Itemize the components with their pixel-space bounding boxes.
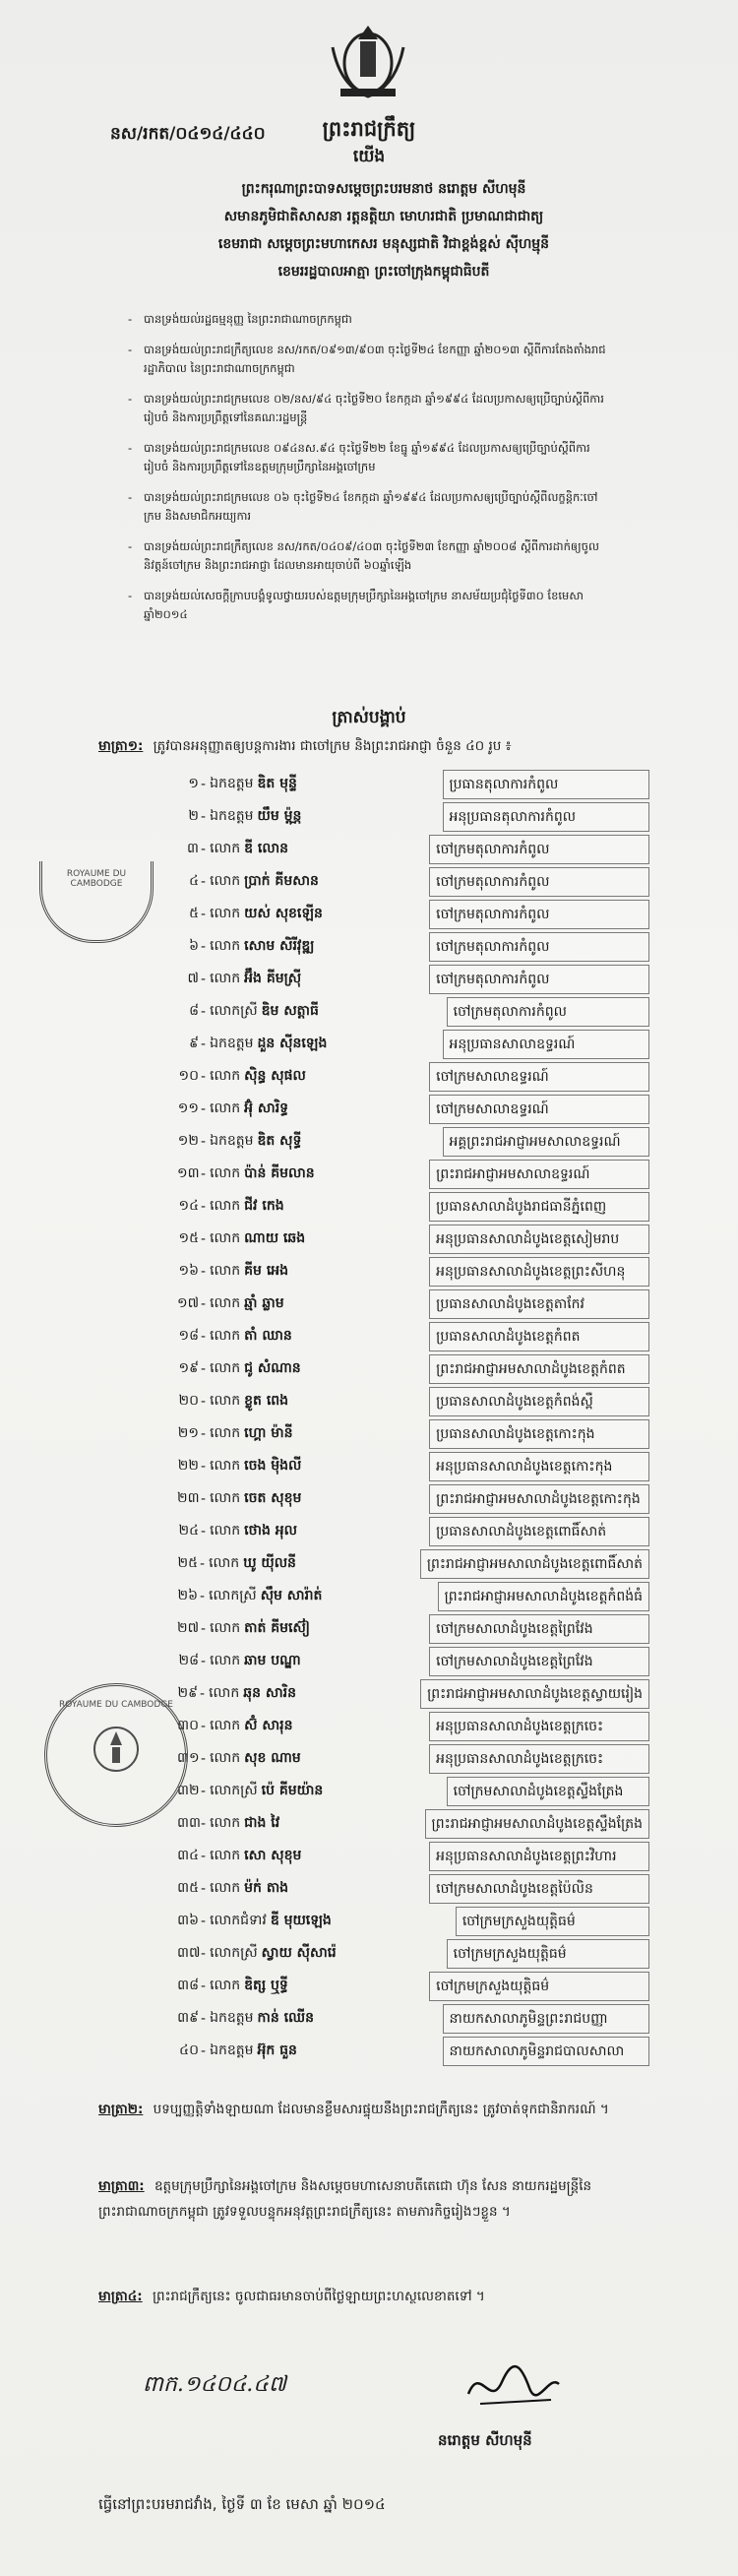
appointee-position: ចៅក្រមសាលាឧទ្ធរណ៍ [429,1095,649,1124]
appointee-title: លោកស្រី [210,1783,258,1798]
appointee-row [177,1807,649,1840]
appointee-row [177,1060,649,1093]
appointee-title: លោកស្រី [210,1945,258,1961]
appointee-name: ជីវ កេង [244,1198,284,1214]
row-separator: - [201,971,207,987]
appointee-title: លោកជំទាវ [210,1913,267,1928]
consideration-item: - បានទ្រង់យល់សេចក្តីក្រាបបង្គំទូលថ្វាយរបស់ឧត្តមក្រុមប្រឹក្សានៃអង្គចៅក្រម នាសម័យប្រជុំថ្ងៃទី៣០ ខែមេសា ឆ្នាំ២០១៤ [128,587,610,624]
appointee-position: ព្រះរាជអាជ្ញាអមសាលាឧទ្ធរណ៍ [429,1160,649,1189]
appointee-number: ៣០ [177,1718,199,1733]
appointee-title: លោក [210,971,241,986]
appointee-number: ២២ [177,1458,199,1474]
appointee-number: ២៣ [177,1490,200,1506]
appointee-name: តាំ ឈាន [244,1328,292,1344]
appointee-title: លោក [210,1393,241,1409]
row-separator: - [201,1230,207,1247]
appointee-title: ឯកឧត្តម [210,776,254,791]
appointee-position: អនុប្រធានសាលាដំបូងខេត្តព្រះវិហារ [429,1842,649,1871]
appointee-name: ប៉េ គីមយ៉ាន [261,1783,324,1798]
appointee-title: លោក [210,1100,241,1116]
appointee-row [177,1515,649,1547]
appointee-title: លោក [210,1425,241,1441]
preamble-line: ខេមររដ្ឋបាលអាត្មា ព្រះចៅក្រុងកម្ពុជាធិបតី [277,264,490,280]
appointee-row [177,1450,649,1482]
appointee-title: ឯកឧត្តម [210,2042,254,2058]
row-separator: - [201,1295,207,1312]
appointee-title: លោក [210,1815,241,1831]
appointee-number: ៣១ [177,1750,200,1766]
appointee-position: ប្រធានសាលាដំបូងខេត្តកំពត [429,1322,649,1351]
appointee-position: ចៅក្រមសាលាឧទ្ធរណ៍ [429,1062,649,1092]
appointee-name: ស្វាយ ស៊ីសារ៉េ [261,1945,337,1961]
appointee-name: គីម អេង [244,1263,289,1279]
royal-signature [461,2355,569,2416]
appointee-row [177,898,649,930]
appointee-row [177,1417,649,1450]
appointee-name: ឆ្មាំ ឆ្លាម [244,1295,284,1311]
appointee-name: ខ្លូត ពេង [244,1393,289,1409]
appointee-number: ២ [188,808,199,824]
appointee-position: ប្រធានសាលាដំបូងរាជធានីភ្នំពេញ [429,1192,649,1222]
decree-subtitle: យើង [352,147,386,166]
official-stamp [44,1683,188,1827]
appointee-number: ៣៦ [177,1913,199,1928]
stamp-text: ROYAUME DU CAMBODGE [66,869,127,889]
appointee-number: ៣៣ [177,1815,201,1831]
appointee-name: តាត់ គីមស៊ៀ [244,1620,310,1636]
consideration-item: - បានទ្រង់យល់រដ្ឋធម្មនុញ្ញ នៃព្រះរាជាណាចក្រកម្ពុជា [128,310,610,329]
row-separator: - [201,1458,207,1475]
appointee-number: ១២ [177,1133,199,1149]
appointee-position: ចៅក្រមក្រសួងយុត្តិធម៌ [456,1907,649,1936]
appointee-row [177,1677,649,1710]
appointee-title: លោក [210,938,241,954]
article-text: ព្រះរាជក្រឹត្យនេះ ចូលជាធរមានចាប់ពីថ្ងៃឡាយព្រះហស្ថលេខាតទៅ ។ [152,2289,485,2304]
appointee-name: ជូ សំណាន [244,1360,301,1376]
appointee-number: ២៤ [178,1523,199,1539]
appointee-position: ប្រធានសាលាដំបូងខេត្តកំពង់ស្ពឺ [429,1387,649,1416]
appointee-row [177,865,649,898]
signatory-name: នរោត្តម សីហមុនី [438,2431,532,2449]
appointee-number: ១៨ [178,1328,199,1344]
appointee-position: ព្រះរាជអាជ្ញាអមសាលាដំបូងខេត្តស្ទឹងត្រែង [425,1809,649,1839]
appointee-position: អនុប្រធានសាលាដំបូងខេត្តសៀមរាប [429,1225,649,1254]
appointee-number: ៣៥ [177,1880,199,1896]
row-separator: - [200,1555,206,1572]
row-separator: - [201,1198,207,1215]
appointee-row [177,1840,649,1872]
appointee-number: ២១ [177,1425,199,1441]
appointee-title: លោក [210,1198,241,1214]
appointee-number: ៣៩ [177,2010,199,2026]
row-separator: - [201,808,207,825]
article-3 [98,2173,659,2225]
appointee-title: លោក [210,1490,241,1506]
article-label: មាត្រា៤: [98,2289,143,2304]
appointee-row [177,1872,649,1905]
appointee-row [177,1125,649,1158]
article-4 [98,2284,659,2309]
appointee-row [177,1028,649,1060]
appointee-number: ៤០ [179,2042,199,2058]
appointee-name: ឌី មុយឡេង [270,1913,332,1928]
row-separator: - [201,1653,207,1669]
appointee-name: ឌិម សត្តាធី [261,1003,319,1019]
article-2 [98,2097,659,2122]
row-separator: - [201,776,207,792]
consideration-item: - បានទ្រង់យល់ព្រះរាជក្រមលេខ ០៦ ចុះថ្ងៃទី២៤ ខែកក្កដា ឆ្នាំ១៩៩៤ ដែលប្រកាសឲ្យប្រើច្បាប់ស្តីពីលក្ខន្តិកៈចៅក្រម និងសមាជិកអយ្យការ [128,488,610,526]
appointee-name: សុខ ណាម [244,1750,301,1766]
appointee-number: ១៩ [178,1360,199,1376]
appointee-name: ឆាម បណ្ឌា [244,1653,301,1668]
appointee-title: ឯកឧត្តម [210,808,254,824]
row-separator: - [201,1133,207,1150]
row-separator: - [201,1036,207,1052]
row-separator: - [201,906,207,922]
appointee-position: នាយកសាលាភូមិន្ទរាជបាលសាលា [443,2037,650,2066]
appointee-row [177,1352,649,1385]
preamble-line: សមានភូមិជាតិសាសនា រត្តនត្តិយា មោហរជាតិ ប្រមាណជាជាត្យ [223,209,544,224]
appointee-row [177,1190,649,1223]
appointee-position: ចៅក្រមក្រសួងយុត្តិធម៌ [429,1972,649,2001]
appointee-position: ចៅក្រមតុលាការកំពូល [429,867,649,897]
appointee-position: ព្រះរាជអាជ្ញាអមសាលាដំបូងខេត្តស្វាយរៀង [420,1679,649,1709]
article-1 [98,733,659,759]
appointee-name: ចេត សុខុម [244,1490,302,1506]
appointee-row [177,2002,649,2035]
appointee-row [177,1645,649,1677]
appointee-title: លោក [210,1458,241,1474]
appointee-number: ៦ [189,938,199,954]
row-separator: - [201,1848,207,1864]
appointee-number: ៣៨ [177,1978,199,1993]
appointee-number: ១៦ [178,1263,199,1279]
preamble-line: ខេមរាជា សម្តេចព្រះមហាកេសរ មនុស្សជាតិ វិជាខ្ពង់ខ្ពស់ ស៊ីហម្មុនី [217,236,550,252]
appointee-position: ព្រះរាជអាជ្ញាអមសាលាដំបូងខេត្តពោធិ៍សាត់ [420,1549,649,1579]
appointee-number: ១៥ [178,1230,199,1246]
row-separator: - [201,1523,207,1539]
appointee-name: អ៊ុក ធួន [257,2042,297,2058]
appointee-position: ប្រធានសាលាដំបូងខេត្តពោធិ៍សាត់ [429,1517,649,1546]
appointee-row [177,800,649,833]
appointee-title: លោក [210,1523,241,1539]
row-separator: - [201,1815,207,1832]
appointee-title: ឯកឧត្តម [210,1133,254,1149]
appointee-name: ប៉ាន់ គីមលាន [244,1165,315,1181]
row-separator: - [201,1100,207,1117]
row-separator: - [201,2010,207,2027]
row-separator: - [201,1003,207,1020]
appointee-title: លោក [210,1718,241,1733]
appointee-row [177,1255,649,1288]
appointee-name: អ៊ុំ សារិទ្ធ [244,1100,289,1116]
appointee-title: ឯកឧត្តម [210,2010,254,2026]
appointee-title: លោក [210,1263,241,1279]
preamble [148,175,620,285]
row-separator: - [201,873,207,890]
stamp-text: ROYAUME DU CAMBODGE [59,1700,173,1710]
appointee-title: លោក [210,1750,241,1766]
appointee-row [177,1385,649,1417]
appointee-number: ១១ [177,1100,199,1116]
article-text: បទប្បញ្ញត្តិទាំងឡាយណា ដែលមានខ្លឹមសារផ្ទុយនឹងព្រះរាជក្រឹត្យនេះ ត្រូវចាត់ទុកជានិរាករណ៍ ។ [153,2102,609,2117]
appointee-row [177,1612,649,1645]
appointee-row [177,1223,649,1255]
appointee-number: ៩ [189,1036,199,1051]
appointee-name: ចេង ម៉ិងលី [244,1458,302,1474]
appointee-title: លោកស្រី [210,1003,258,1019]
appointee-number: ៣៤ [177,1848,199,1863]
article-text: ត្រូវបានអនុញ្ញាតឲ្យបន្តការងារ ជាចៅក្រម និងព្រះរាជអាជ្ញា ចំនួន ៤០ រូប ៖ [153,738,512,754]
appointee-number: ៧ [187,971,199,986]
row-separator: - [201,1393,207,1410]
appointee-name: ឆុន សារិន [243,1685,296,1701]
appointee-title: លោក [210,873,241,889]
row-separator: - [201,1750,207,1767]
appointee-name: ឌិត សុទ្ធី [257,1133,302,1149]
appointee-number: ២៦ [177,1588,199,1603]
consideration-item: - បានទ្រង់យល់ព្រះរាជក្រមលេខ ០២/នស/៩៤ ចុះថ្ងៃទី២០ ខែកក្កដា ឆ្នាំ១៩៩៤ ដែលប្រកាសឲ្យប្រើច្បាប់ស្តីពីការរៀបចំ និងការប្រព្រឹត្តទៅនៃគណៈរដ្ឋមន្ត្រី [128,390,610,427]
appointee-name: ឌី លោន [244,841,289,856]
appointee-position: អនុប្រធានសាលាដំបូងខេត្តព្រះសីហនុ [429,1257,649,1287]
appointee-position: ប្រធានសាលាដំបូងខេត្តតាកែវ [429,1289,649,1319]
row-separator: - [200,1588,206,1604]
appointee-row [177,1093,649,1125]
appointee-position: នាយកសាលាភូមិន្ទព្រះរាជបញ្ញា [443,2004,650,2034]
appointee-position: ចៅក្រមតុលាការកំពូល [429,932,649,962]
row-separator: - [201,1490,207,1507]
official-stamp [39,861,154,943]
appointee-position: ចៅក្រមតុលាការកំពូល [429,965,649,994]
appointee-name: យឹម ម៉ុន្ណ [257,808,302,824]
appointee-title: ឯកឧត្តម [210,1036,254,1051]
appointee-row [177,1547,649,1580]
appointee-name: ស៊ិន្ធ សុផល [244,1068,306,1084]
appointee-position: អនុប្រធានសាលាឧទ្ធរណ៍ [443,1030,650,1059]
appointee-position: ចៅក្រមសាលាដំបូងខេត្តស្ទឹងត្រែង [447,1777,649,1806]
consideration-item: - បានទ្រង់យល់ព្រះរាជក្រមលេខ ០៩៤នស.៩៤ ចុះថ្ងៃទី២២ ខែធ្នូ ឆ្នាំ១៩៩៤ ដែលប្រកាសឲ្យប្រើច្បាប់ស្តីពីការរៀបចំ និងការប្រព្រឹត្តទៅនៃឧត្តមក្រុមប្រឹក្សានៃអង្គចៅក្រម [128,439,610,476]
appointee-position: ប្រធានសាលាដំបូងខេត្តកោះកុង [429,1419,649,1449]
appointee-row [177,1288,649,1320]
appointee-row [177,1742,649,1775]
article-label: មាត្រា១: [98,738,144,754]
appointee-number: ១៤ [178,1198,199,1214]
appointee-name: សោ សុខុម [244,1848,302,1863]
appointee-position: អគ្គព្រះរាជអាជ្ញាអមសាលាឧទ្ធរណ៍ [443,1127,650,1157]
appointee-name: ដួន ស៊ីនឡេង [257,1036,328,1051]
appointee-name: ហ្គោ ម៉ានី [244,1425,293,1441]
appointee-name: សោម សិរីវុឌ្ឍ [244,938,315,954]
appointee-row [177,1970,649,2002]
appointee-number: ១៧ [177,1295,200,1311]
appointee-name: ឌិត មុន្ទី [257,776,297,791]
appointee-title: លោក [210,906,241,921]
appointee-title: លោក [209,1555,240,1571]
appointee-position: ព្រះរាជអាជ្ញាអមសាលាដំបូងខេត្តកំពង់ធំ [438,1582,649,1611]
row-separator: - [201,1945,207,1962]
appointee-position: ប្រធានតុលាការកំពូល [443,770,650,799]
appointee-number: ២៥ [177,1555,199,1571]
appointee-title: លោក [210,1360,241,1376]
appointee-number: ៤ [189,873,199,889]
appointee-number: ២៩ [177,1685,199,1701]
row-separator: - [201,1978,207,1994]
appointee-number: ៣ [187,841,199,856]
decree-heading: ត្រាស់បង្គាប់ [332,708,406,727]
appointee-position: ចៅក្រមសាលាដំបូងខេត្តព្រៃវែង [429,1647,649,1676]
appointee-position: ចៅក្រមតុលាការកំពូល [447,997,649,1027]
appointee-row [177,995,649,1028]
row-separator: - [201,938,207,955]
appointee-number: ២៨ [178,1653,199,1668]
appointee-name: ឃូ យ៉ីលនី [243,1555,296,1571]
appointee-name: ជាង វៃ [244,1815,280,1831]
row-separator: - [201,841,207,857]
row-separator: - [201,1880,207,1897]
appointee-name: អ៊ឹង គីមស្រ៊ី [244,971,302,986]
appointee-name: ណាយ ឆេង [244,1230,306,1246]
appointee-name: កាន់ ឈើន [257,2010,315,2026]
row-separator: - [201,1425,207,1442]
appointee-row [177,1905,649,1937]
row-separator: - [201,1263,207,1280]
appointee-title: លោក [210,841,241,856]
appointee-title: លោកស្រី [209,1588,257,1603]
appointee-position: ចៅក្រមតុលាការកំពូល [429,835,649,864]
appointee-title: លោក [210,1165,241,1181]
appointee-title: លោក [210,1230,241,1246]
article-label: មាត្រា៣: [98,2178,145,2194]
appointee-number: ២៧ [177,1620,200,1636]
appointee-title: លោក [209,1685,240,1701]
appointee-title: លោក [210,1295,241,1311]
appointee-row [177,1482,649,1515]
appointee-title: លោក [210,1848,241,1863]
appointee-number: ៥ [189,906,199,921]
appointee-number: ១០ [178,1068,199,1084]
row-separator: - [201,1913,207,1929]
appointee-row [177,963,649,995]
appointee-row [177,1320,649,1352]
row-separator: - [200,1685,206,1702]
appointee-name: ប្រាក់ គីមសាន [244,873,319,889]
consideration-item: - បានទ្រង់យល់ព្រះរាជក្រឹត្យលេខ នស/រកត/០៤០៩/៤០៣ ចុះថ្ងៃទី២៣ ខែកញ្ញា ឆ្នាំ២០០៨ ស្តីពីការដាក់ឲ្យចូលនិវត្តន៍ចៅក្រម និងព្រះរាជអាជ្ញា ដែលមានអាយុចាប់ពី ៦០ឆ្នាំឡើង [128,537,610,575]
row-separator: - [201,1360,207,1377]
article-text: ឧត្តមក្រុមប្រឹក្សានៃអង្គចៅក្រម និងសម្តេចមហាសេនាបតីតេជោ ហ៊ុន សែន នាយករដ្ឋមន្ត្រីនៃព្រះរាជាណាចក្រកម្ពុជា ត្រូវទទួលបន្ទុកអនុវត្តព្រះរាជក្រឹត្យនេះ តាមភារកិច្ចរៀងៗខ្លួន ។ [98,2178,592,2220]
article-label: មាត្រា២: [98,2102,144,2117]
stamp-emblem-icon [87,1720,146,1779]
appointee-title: លោក [210,1653,241,1668]
appointee-number: ៨ [189,1003,199,1019]
appointee-name: ឌិត្ស ឬទ្ធី [244,1978,288,1993]
appointee-name: ស៊ឹម សារ៉ាត់ [260,1588,323,1603]
considerations-list [128,310,610,636]
row-separator: - [201,1068,207,1085]
appointee-row [177,1158,649,1190]
appointee-position: ព្រះរាជអាជ្ញាអមសាលាដំបូងខេត្តកំពត [429,1354,649,1384]
handwritten-registration-number: ពាក.១៤០៤.៤៧ [143,2372,286,2397]
appointee-title: លោក [210,1880,241,1896]
row-separator: - [201,1165,207,1182]
row-separator: - [201,1783,207,1799]
appointee-position: អនុប្រធានតុលាការកំពូល [443,802,650,832]
appointee-number: ៣២ [177,1783,200,1798]
appointee-row [177,1937,649,1970]
appointee-number: ២០ [178,1393,199,1409]
appointee-number: ១ [188,776,199,791]
appointee-number: ១៣ [177,1165,200,1181]
appointee-position: ចៅក្រមសាលាដំបូងខេត្តប៉ៃលិន [429,1874,649,1904]
decree-title: ព្រះរាជក្រឹត្យ [322,117,416,141]
appointee-title: លោក [210,1328,241,1344]
appointee-name: ថោង អុល [244,1523,297,1539]
appointee-row [177,2035,649,2067]
row-separator: - [201,1620,207,1637]
appointee-name: ស៊ំ សារុន [244,1718,293,1733]
appointee-list [177,768,649,2067]
appointee-row [177,930,649,963]
appointee-row [177,768,649,800]
appointee-title: លោក [210,1978,241,1993]
appointee-row [177,1710,649,1742]
appointee-row [177,833,649,865]
appointee-position: ព្រះរាជអាជ្ញាអមសាលាដំបូងខេត្តកោះកុង [429,1484,649,1514]
appointee-position: អនុប្រធានសាលាដំបូងខេត្តក្រចេះ [429,1712,649,1741]
row-separator: - [201,1718,207,1734]
appointee-row [177,1580,649,1612]
appointee-position: ចៅក្រមសាលាដំបូងខេត្តព្រៃវែង [429,1614,649,1644]
place-and-date: ធ្វើនៅព្រះបរមរាជវាំង, ថ្ងៃទី ៣ ខែ មេសា ឆ្នាំ ២០១៤ [98,2495,386,2513]
appointee-title: លោក [210,1068,241,1084]
appointee-title: លោក [210,1620,241,1636]
appointee-position: អនុប្រធានសាលាដំបូងខេត្តកោះកុង [429,1452,649,1481]
appointee-name: ម៉ក់ តាង [244,1880,289,1896]
row-separator: - [201,2042,207,2059]
appointee-position: អនុប្រធានសាលាដំបូងខេត្តក្រចេះ [429,1744,649,1774]
appointee-position: ចៅក្រមក្រសួងយុត្តិធម៌ [447,1939,649,1969]
appointee-name: យស់ សុខឡើន [244,906,323,921]
row-separator: - [201,1328,207,1345]
appointee-position: ចៅក្រមតុលាការកំពូល [429,900,649,929]
consideration-item: - បានទ្រង់យល់ព្រះរាជក្រឹត្យលេខ នស/រកត/០៩១៣/៩០៣ ចុះថ្ងៃទី២៤ ខែកញ្ញា ឆ្នាំ២០១៣ ស្តីពីការតែងតាំងរាជរដ្ឋាភិបាល នៃព្រះរាជាណាចក្រកម្ពុជា [128,341,610,378]
decree-reference-number: នស/រកត/០៤១៤/៤៤០ [110,124,266,144]
appointee-number: ៣៧ [177,1945,201,1961]
preamble-line: ព្រះករុណាព្រះបាទសម្តេចព្រះបរមនាថ នរោត្តម សីហមុនី [241,181,526,197]
appointee-row [177,1775,649,1807]
royal-arms-emblem [321,18,415,100]
